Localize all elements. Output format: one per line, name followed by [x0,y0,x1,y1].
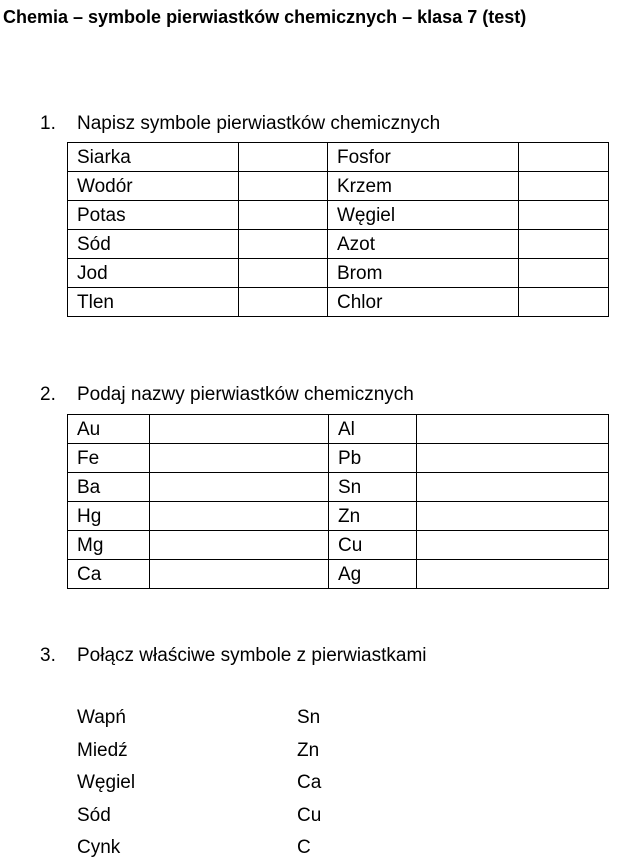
symbol-cell: Hg [68,502,150,531]
symbol-cell: Cu [329,531,417,560]
answer-cell[interactable] [239,230,328,259]
symbol-cell: Sn [329,473,417,502]
question-3-heading [40,645,427,667]
question-2-text: Podaj nazwy pierwiastków chemicznych [77,384,414,405]
list-item[interactable]: Wapń [77,707,126,728]
table-row [68,560,609,589]
answer-cell[interactable] [150,502,329,531]
table-row [68,143,609,172]
answer-cell[interactable] [239,201,328,230]
answer-cell[interactable] [519,259,609,288]
answer-cell[interactable] [417,531,609,560]
list-item[interactable]: Cynk [77,837,121,858]
match-elements-list [77,702,135,865]
list-item[interactable]: Cu [297,804,322,826]
answer-cell[interactable] [519,201,609,230]
table-row [68,502,609,531]
table-row [68,473,609,502]
list-item[interactable]: Miedź [77,739,128,761]
table-row [68,531,609,560]
answer-cell[interactable] [150,415,329,444]
question-3-text: Połącz właściwe symbole z pierwiastkami [77,645,427,666]
element-name-cell: Brom [328,259,519,288]
question-2-heading [40,384,414,406]
question-1-number: 1. [40,113,56,134]
symbol-cell: Ag [329,560,417,589]
element-name-cell: Siarka [68,143,239,172]
answer-cell[interactable] [519,230,609,259]
answer-cell[interactable] [239,172,328,201]
answer-cell[interactable] [417,473,609,502]
table-row [68,415,609,444]
element-name-cell: Potas [68,201,239,230]
answer-cell[interactable] [519,143,609,172]
list-item[interactable]: Sn [297,707,321,728]
element-name-cell: Węgiel [328,201,519,230]
element-name-cell: Wodór [68,172,239,201]
page-title: Chemia – symbole pierwiastków chemicznych – klasa 7 (test) [3,7,527,27]
symbol-cell: Al [329,415,417,444]
symbol-cell: Pb [329,444,417,473]
element-name-cell: Azot [328,230,519,259]
element-name-cell: Krzem [328,172,519,201]
element-name-cell: Fosfor [328,143,519,172]
symbol-cell: Fe [68,444,150,473]
element-name-cell: Chlor [328,288,519,317]
question-1-text: Napisz symbole pierwiastków chemicznych [77,113,441,134]
question-1-heading [40,113,440,135]
element-name-cell: Tlen [68,288,239,317]
symbol-cell: Mg [68,531,150,560]
table-row [68,444,609,473]
list-item[interactable]: Zn [297,739,320,761]
answer-cell[interactable] [417,415,609,444]
list-item[interactable]: C [297,837,311,858]
element-name-cell: Jod [68,259,239,288]
question-3-number: 3. [40,645,56,666]
table-row [68,230,609,259]
answer-cell[interactable] [239,259,328,288]
table-row [68,288,609,317]
answer-cell[interactable] [150,444,329,473]
list-item[interactable]: Sód [77,804,111,826]
answer-cell[interactable] [150,531,329,560]
question-2-number: 2. [40,384,56,405]
answer-cell[interactable] [150,473,329,502]
table-row [68,259,609,288]
answer-cell[interactable] [519,172,609,201]
symbol-cell: Au [68,415,150,444]
match-symbols-list [297,702,321,865]
question-2-table [67,414,609,589]
element-name-cell: Sód [68,230,239,259]
answer-cell[interactable] [417,444,609,473]
question-1-table [67,142,609,317]
symbol-cell: Ca [68,560,150,589]
symbol-cell: Ba [68,473,150,502]
answer-cell[interactable] [239,143,328,172]
answer-cell[interactable] [239,288,328,317]
list-item[interactable]: Węgiel [77,772,136,793]
table-row [68,201,609,230]
symbol-cell: Zn [329,502,417,531]
answer-cell[interactable] [519,288,609,317]
table-row [68,172,609,201]
answer-cell[interactable] [150,560,329,589]
answer-cell[interactable] [417,560,609,589]
answer-cell[interactable] [417,502,609,531]
list-item[interactable]: Ca [297,772,322,793]
